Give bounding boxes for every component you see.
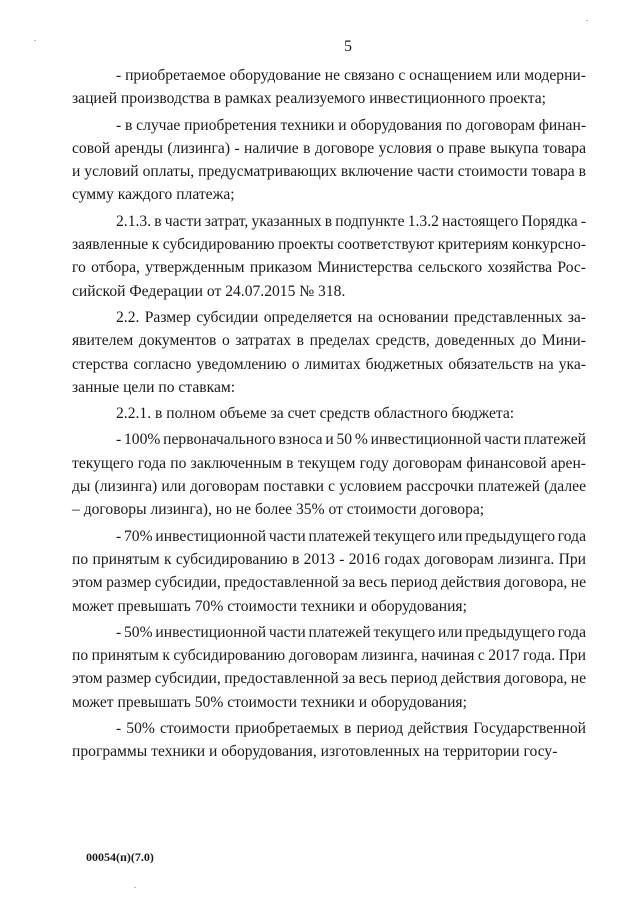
text-line: - 100% первоначального взноса и 50 % инвестиционной части платежей	[116, 431, 587, 449]
paragraph-100-percent	[72, 428, 587, 521]
text-line: сумму каждого платежа;	[72, 186, 235, 204]
text-line: – договоры лизинга), но не более 35% от стоимости договора;	[72, 501, 485, 519]
text-line: го отбора, утвержденным приказом Министерства сельского хозяйства Рос-	[72, 259, 586, 277]
text-line: и условий оплаты, предусматривающих включение части стоимости товара в	[72, 163, 587, 181]
scan-speck	[34, 40, 36, 41]
paragraph-2-2	[72, 306, 586, 399]
text-line: - 50% инвестиционной части платежей текущего или предыдущего года	[116, 623, 587, 641]
text-line: - приобретаемое оборудование не связано с оснащением или модерни-	[116, 67, 586, 84]
scan-speck	[586, 20, 588, 21]
text-line: - 50% стоимости приобретаемых в период действия Государственной	[116, 720, 586, 738]
text-line: может превышать 70% стоимости техники и оборудования;	[72, 597, 467, 615]
paragraph-2-2-1	[116, 402, 586, 425]
document-code: 00054(п)(7.0)	[86, 850, 154, 864]
text-line: явителем документов о затратах в пределах средств, доведенных до Мини-	[72, 332, 586, 350]
paragraph-70-percent	[72, 525, 587, 618]
text-line: этом размер субсидии, предоставленной за весь период действия договора, не	[72, 574, 586, 592]
text-line: - 70% инвестиционной части платежей текущего или предыдущего года	[116, 527, 587, 545]
page-number: 5	[344, 38, 352, 55]
text-line: - в случае приобретения техники и оборудования по договорам финан-	[116, 116, 587, 134]
text-line: зацией производства в рамках реализуемого инвестиционного проекта;	[72, 90, 546, 108]
paragraph-2-1-3	[72, 210, 587, 303]
text-line: этом размер субсидии, предоставленной за весь период действия договора, не	[72, 670, 586, 688]
paragraph-50-percent-leasing	[72, 621, 587, 714]
scan-speck	[134, 887, 136, 888]
text-line: по принятым к субсидированию в 2013 - 2016 годах договорам лизинга. При	[72, 550, 587, 568]
text-line: программы техники и оборудования, изготовленных на территории госу-	[72, 743, 558, 761]
text-line: занные цели по ставкам:	[72, 378, 236, 396]
text-line: совой аренды (лизинга) - наличие в договоре условия о праве выкупа товара	[72, 139, 586, 157]
text-line: может превышать 50% стоимости техники и оборудования;	[72, 693, 467, 711]
text-line: ды (лизинга) или договорам поставки с условием рассрочки платежей (далее	[72, 478, 586, 496]
text-line: по принятым к субсидированию договорам лизинга, начиная с 2017 года. При	[72, 647, 587, 665]
body-text	[72, 64, 587, 764]
paragraph-equipment-not-related	[72, 64, 586, 111]
text-line: текущего года по заключенным в текущем году договорам финансовой арен-	[72, 454, 586, 472]
text-line: 2.2.1. в полном объеме за счет средств областного бюджета:	[116, 405, 515, 423]
text-line: 2.2. Размер субсидии определяется на основании представленных за-	[116, 308, 586, 326]
text-line: сийской Федерации от 24.07.2015 № 318.	[72, 282, 346, 300]
text-line: 2.1.3. в части затрат, указанных в подпункте 1.3.2 настоящего Порядка -	[116, 212, 587, 230]
text-line: заявленные к субсидированию проекты соответствуют критериям конкурсно-	[72, 236, 586, 254]
paragraph-leasing-conditions	[72, 114, 587, 207]
text-line: стерства согласно уведомлению о лимитах бюджетных обязательств на ука-	[72, 355, 586, 373]
paragraph-50-percent-cost	[72, 717, 586, 764]
scan-speck	[452, 404, 454, 405]
